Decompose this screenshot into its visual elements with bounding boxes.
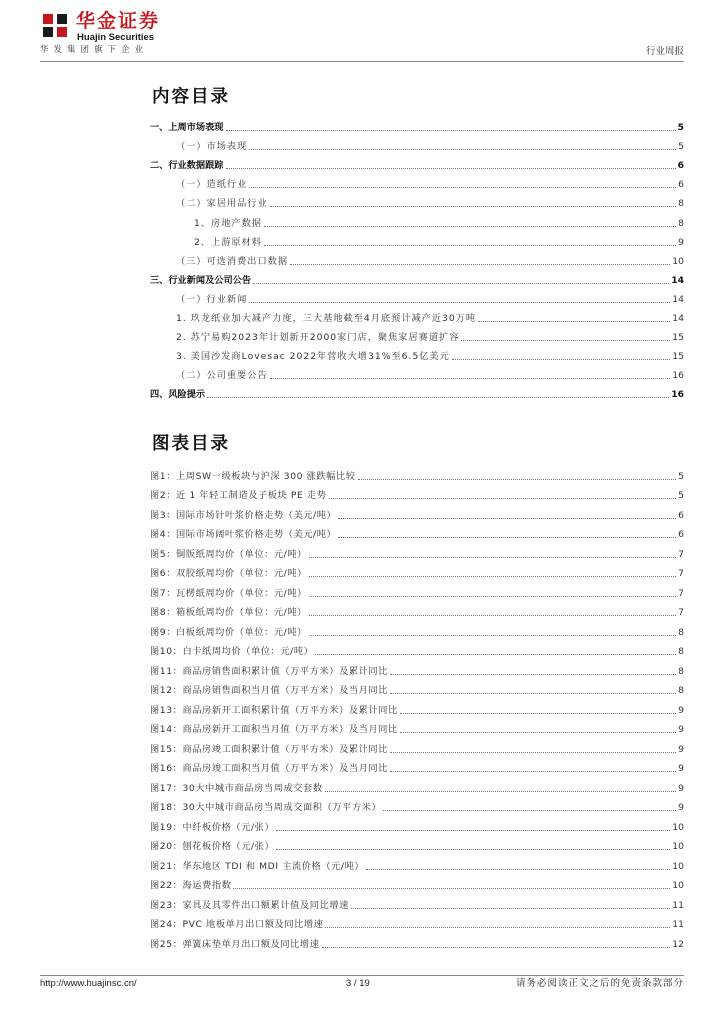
toc-entry-page: 5 bbox=[677, 122, 684, 134]
figure-entry[interactable] bbox=[150, 483, 684, 503]
figure-entry-page: 7 bbox=[678, 607, 684, 619]
figure-entry-label: 图12：商品房销售面积当月值（万平方米）及当月同比 bbox=[150, 685, 389, 697]
figure-list-title: 图表目录 bbox=[152, 434, 230, 454]
toc-entry-label: 三、行业新闻及公司公告 bbox=[150, 274, 252, 286]
figure-entry[interactable] bbox=[150, 678, 684, 698]
figure-entry-page: 5 bbox=[678, 470, 684, 482]
dot-leader bbox=[452, 359, 671, 360]
dot-leader bbox=[383, 810, 676, 811]
figure-entry-page: 8 bbox=[678, 646, 684, 658]
figure-entry-page: 8 bbox=[678, 626, 684, 638]
dot-leader bbox=[226, 130, 676, 131]
dot-leader bbox=[338, 518, 676, 519]
footer-disclaimer: 请务必阅读正文之后的免责条款部分 bbox=[515, 978, 684, 989]
figure-entry-page: 9 bbox=[678, 782, 684, 794]
dot-leader bbox=[390, 771, 676, 772]
dot-leader bbox=[390, 752, 676, 753]
toc-entry[interactable] bbox=[150, 382, 684, 401]
figure-entry-page: 5 bbox=[678, 490, 684, 502]
dot-leader bbox=[249, 149, 676, 150]
figure-entry[interactable] bbox=[150, 853, 684, 873]
toc-entry-page: 8 bbox=[678, 198, 684, 210]
dot-leader bbox=[478, 321, 670, 322]
dot-leader bbox=[276, 849, 670, 850]
toc-entry-label: 1. 玖龙纸业加大减产力度，三大基地截至4月底预计减产近30万吨 bbox=[176, 313, 477, 325]
dot-leader bbox=[290, 264, 670, 265]
toc-entry[interactable] bbox=[150, 363, 684, 382]
table-of-contents bbox=[150, 115, 684, 401]
figure-entry-page: 10 bbox=[672, 860, 684, 872]
figure-entry-page: 8 bbox=[678, 665, 684, 677]
dot-leader bbox=[325, 791, 677, 792]
toc-entry[interactable] bbox=[150, 325, 684, 344]
dot-leader bbox=[390, 674, 676, 675]
figure-entry-page: 7 bbox=[678, 548, 684, 560]
dot-leader bbox=[270, 206, 676, 207]
dot-leader bbox=[390, 693, 676, 694]
toc-entry-page: 8 bbox=[678, 217, 684, 229]
figure-entry-page: 9 bbox=[678, 802, 684, 814]
figure-entry-label: 图1：上周SW一级板块与沪深 300 涨跌幅比较 bbox=[150, 470, 356, 482]
dot-leader bbox=[233, 888, 670, 889]
toc-entry[interactable] bbox=[150, 191, 684, 210]
figure-entry-page: 10 bbox=[672, 821, 684, 833]
figure-entry-page: 11 bbox=[672, 919, 684, 931]
figure-entry[interactable] bbox=[150, 912, 684, 932]
figure-entry-label: 图17：30大中城市商品房当周成交套数 bbox=[150, 782, 323, 794]
figure-entry-label: 图8：箱板纸周均价（单位：元/吨） bbox=[150, 607, 307, 619]
brand-name-en: Huajin Securities bbox=[77, 32, 155, 43]
toc-title: 内容目录 bbox=[152, 87, 230, 107]
figure-entry-label: 图19：中纤板价格（元/张） bbox=[150, 821, 275, 833]
toc-entry[interactable] bbox=[150, 115, 684, 134]
figure-entry-label: 图16：商品房竣工面积当月值（万平方米）及当月同比 bbox=[150, 763, 389, 775]
toc-entry[interactable] bbox=[150, 287, 684, 306]
figure-entry-label: 图20：刨花板价格（元/张） bbox=[150, 841, 275, 853]
figure-entry-page: 12 bbox=[672, 938, 684, 950]
dot-leader bbox=[315, 654, 676, 655]
dot-leader bbox=[338, 537, 676, 538]
figure-entry-label: 图18：30大中城市商品房当周成交面积（万平方米） bbox=[150, 802, 382, 814]
dot-leader bbox=[264, 226, 676, 227]
huajin-logo-icon bbox=[40, 10, 70, 40]
toc-entry[interactable] bbox=[150, 230, 684, 249]
figure-entry[interactable] bbox=[150, 580, 684, 600]
dot-leader bbox=[461, 340, 670, 341]
footer-url-link[interactable]: http://www.huajinsc.cn/ bbox=[40, 978, 137, 989]
figure-entry[interactable] bbox=[150, 756, 684, 776]
figure-entry-page: 8 bbox=[678, 685, 684, 697]
figure-entry-page: 9 bbox=[678, 704, 684, 716]
dot-leader bbox=[207, 397, 669, 398]
figure-entry[interactable] bbox=[150, 736, 684, 756]
figure-entry-label: 图15：商品房竣工面积累计值（万平方米）及累计同比 bbox=[150, 743, 389, 755]
dot-leader bbox=[322, 947, 671, 948]
figure-entry-label: 图24：PVC 地板单月出口额及同比增速 bbox=[150, 919, 324, 931]
figure-entry[interactable] bbox=[150, 834, 684, 854]
figure-entry-page: 10 bbox=[672, 880, 684, 892]
toc-entry-page: 6 bbox=[677, 160, 684, 172]
figure-entry-label: 图7：瓦楞纸周均价（单位：元/吨） bbox=[150, 587, 307, 599]
figure-entry[interactable] bbox=[150, 658, 684, 678]
figure-entry-label: 图21：华东地区 TDI 和 MDI 主流价格（元/吨） bbox=[150, 860, 365, 872]
toc-entry-label: 二、行业数据跟踪 bbox=[150, 160, 224, 172]
toc-entry-page: 16 bbox=[671, 389, 684, 401]
figure-entry[interactable] bbox=[150, 697, 684, 717]
toc-entry-page: 15 bbox=[672, 332, 684, 344]
toc-entry-label: 一、上周市场表现 bbox=[150, 122, 224, 134]
figure-entry[interactable] bbox=[150, 814, 684, 834]
figure-entry-page: 9 bbox=[678, 743, 684, 755]
dot-leader bbox=[309, 596, 676, 597]
figure-entry[interactable] bbox=[150, 463, 684, 483]
dot-leader bbox=[249, 302, 670, 303]
dot-leader bbox=[264, 245, 676, 246]
toc-entry-page: 15 bbox=[672, 351, 684, 363]
figure-entry-label: 图14：商品房新开工面积当月值（万平方米）及当月同比 bbox=[150, 724, 398, 736]
page-number: 3 / 19 bbox=[346, 978, 370, 989]
toc-entry-label: （二）公司重要公告 bbox=[176, 370, 268, 382]
figure-list bbox=[150, 463, 684, 951]
figure-entry-label: 图3：国际市场针叶浆价格走势（美元/吨） bbox=[150, 509, 337, 521]
dot-leader bbox=[358, 479, 677, 480]
figure-entry[interactable] bbox=[150, 619, 684, 639]
figure-entry[interactable] bbox=[150, 931, 684, 951]
toc-entry-label: （一）造纸行业 bbox=[176, 179, 248, 191]
dot-leader bbox=[351, 908, 670, 909]
dot-leader bbox=[366, 869, 670, 870]
toc-entry[interactable] bbox=[150, 249, 684, 268]
toc-entry-label: （三）可选消费出口数据 bbox=[176, 255, 289, 267]
figure-entry-label: 图9：白板纸周均价（单位：元/吨） bbox=[150, 626, 307, 638]
dot-leader bbox=[276, 830, 670, 831]
dot-leader bbox=[309, 615, 676, 616]
figure-entry-page: 7 bbox=[678, 568, 684, 580]
toc-entry-label: 2. 苏宁易购2023年计划新开2000家门店，聚焦家居赛道扩容 bbox=[176, 332, 460, 344]
toc-entry[interactable] bbox=[150, 134, 684, 153]
figure-entry-label: 图10：白卡纸周均价（单位：元/吨） bbox=[150, 646, 314, 658]
toc-entry-label: 2．上游原材料 bbox=[194, 236, 262, 248]
figure-entry[interactable] bbox=[150, 639, 684, 659]
dot-leader bbox=[309, 557, 676, 558]
figure-entry[interactable] bbox=[150, 522, 684, 542]
dot-leader bbox=[325, 927, 670, 928]
figure-entry-page: 6 bbox=[678, 509, 684, 521]
dot-leader bbox=[400, 732, 676, 733]
toc-entry[interactable] bbox=[150, 268, 684, 287]
dot-leader bbox=[249, 187, 676, 188]
figure-entry-label: 图5：铜版纸周均价（单位：元/吨） bbox=[150, 548, 307, 560]
figure-entry[interactable] bbox=[150, 775, 684, 795]
report-type-label: 行业周报 bbox=[645, 46, 684, 57]
toc-entry-page: 5 bbox=[678, 141, 684, 153]
toc-entry-label: 1、房地产数据 bbox=[194, 217, 262, 229]
figure-entry[interactable] bbox=[150, 717, 684, 737]
dot-leader bbox=[253, 283, 669, 284]
figure-entry-page: 6 bbox=[678, 529, 684, 541]
dot-leader bbox=[270, 378, 671, 379]
dot-leader bbox=[226, 168, 676, 169]
figure-entry[interactable] bbox=[150, 541, 684, 561]
toc-entry-page: 9 bbox=[678, 236, 684, 248]
toc-entry-page: 16 bbox=[672, 370, 684, 382]
figure-entry-label: 图2：近 1 年轻工制造及子板块 PE 走势 bbox=[150, 490, 327, 502]
toc-entry[interactable] bbox=[150, 153, 684, 172]
toc-entry[interactable] bbox=[150, 210, 684, 229]
brand-tagline: 华发集团旗下企业 bbox=[40, 45, 149, 55]
toc-entry-page: 14 bbox=[672, 293, 684, 305]
figure-entry-label: 图6：双胶纸周均价（单位：元/吨） bbox=[150, 568, 307, 580]
toc-entry-page: 14 bbox=[672, 313, 684, 325]
figure-entry-page: 9 bbox=[678, 763, 684, 775]
toc-entry[interactable] bbox=[150, 172, 684, 191]
figure-entry-label: 图22：海运费指数 bbox=[150, 880, 232, 892]
figure-entry-label: 图11：商品房销售面积累计值（万平方米）及累计同比 bbox=[150, 665, 389, 677]
figure-entry[interactable] bbox=[150, 873, 684, 893]
toc-entry-page: 10 bbox=[672, 255, 684, 267]
toc-entry-label: （二）家居用品行业 bbox=[176, 198, 268, 210]
figure-entry[interactable] bbox=[150, 600, 684, 620]
dot-leader bbox=[329, 498, 677, 499]
toc-entry-label: （一）行业新闻 bbox=[176, 293, 248, 305]
toc-entry-page: 14 bbox=[671, 274, 684, 286]
figure-entry[interactable] bbox=[150, 502, 684, 522]
figure-entry-label: 图25：弹簧床垫单月出口额及同比增速 bbox=[150, 938, 320, 950]
toc-entry-label: 四、风险提示 bbox=[150, 389, 206, 401]
toc-entry[interactable] bbox=[150, 344, 684, 363]
dot-leader bbox=[309, 576, 676, 577]
figure-entry-page: 9 bbox=[678, 724, 684, 736]
figure-entry-page: 11 bbox=[672, 899, 684, 911]
figure-entry-page: 7 bbox=[678, 587, 684, 599]
brand-name-cn: 华金证券 bbox=[76, 10, 161, 32]
figure-entry[interactable] bbox=[150, 561, 684, 581]
toc-entry-page: 6 bbox=[678, 179, 684, 191]
toc-entry-label: （一）市场表现 bbox=[176, 141, 248, 153]
figure-entry-label: 图4：国际市场阔叶浆价格走势（美元/吨） bbox=[150, 529, 337, 541]
figure-entry-label: 图13：商品房新开工面积累计值（万平方米）及累计同比 bbox=[150, 704, 398, 716]
toc-entry-label: 3. 美国沙发商Lovesac 2022年营收大增31%至6.5亿美元 bbox=[176, 351, 450, 363]
figure-entry-page: 10 bbox=[672, 841, 684, 853]
dot-leader bbox=[309, 635, 676, 636]
toc-entry[interactable] bbox=[150, 306, 684, 325]
header-divider bbox=[40, 61, 684, 62]
dot-leader bbox=[400, 713, 676, 714]
figure-entry[interactable] bbox=[150, 892, 684, 912]
page-header bbox=[40, 8, 684, 60]
figure-entry[interactable] bbox=[150, 795, 684, 815]
figure-entry-label: 图23：家具及其零件出口额累计值及同比增速 bbox=[150, 899, 349, 911]
footer-divider bbox=[40, 975, 684, 976]
